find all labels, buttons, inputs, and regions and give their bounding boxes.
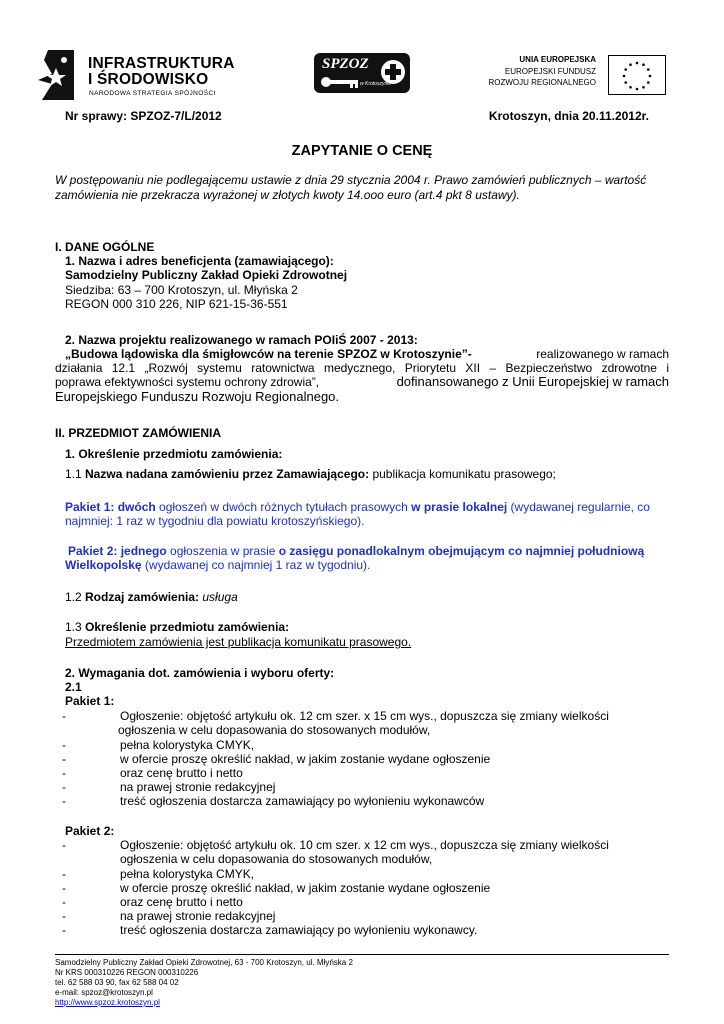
- footer-divider: [55, 954, 669, 955]
- pakiet1-item: pełna kolorystyka CMYK,: [120, 738, 255, 752]
- footer-org: Samodzielny Publiczny Zakład Opieki Zdrowotnej, 63 - 700 Krotoszyn, ul. Młyńska 2: [55, 958, 353, 967]
- project-line-4: Europejskiego Funduszu Rozwoju Regionalnego.: [55, 389, 340, 404]
- eu-flag-icon: [608, 55, 666, 95]
- project-line3b: dofinansowanego z Unii Europejskiej w ramach: [396, 374, 669, 389]
- section2-heading: II. PRZEDMIOT ZAMÓWIENIA: [55, 426, 221, 440]
- item-1-3: [65, 620, 289, 634]
- eu-line1: UNIA EUROPEJSKA: [519, 55, 596, 64]
- list-dash: -: [62, 867, 66, 881]
- infra-sub: NARODOWA STRATEGIA SPÓJNOŚCI: [89, 90, 216, 97]
- item-2-1: 2.1: [65, 680, 82, 694]
- item-1-3-prefix: 1.3: [65, 620, 86, 634]
- list-dash: -: [62, 752, 66, 766]
- project-line-2: działania 12.1 „Rozwój systemu ratownictwa medycznego, Priorytetu XII – Bezpieczeństwo zdrowotne i: [55, 361, 669, 375]
- list-dash: -: [62, 895, 66, 909]
- org-regon: REGON 000 310 226, NIP 621-15-36-551: [65, 297, 288, 311]
- list-dash: -: [62, 794, 66, 808]
- section2-item2-title: 2. Wymagania dot. zamówienia i wyboru oferty:: [65, 666, 335, 680]
- footer-website-link[interactable]: http://www.spzoz.krotoszyn.pl: [55, 998, 160, 1007]
- item-1-3-label: Określenie przedmiotu zamówienia:: [85, 620, 290, 634]
- project-line-1: [65, 347, 669, 361]
- pakiet2-item: Ogłoszenie: objętość artykułu ok. 10 cm szer. x 12 cm wys., dopuszcza się zmiany wielkości: [120, 838, 609, 852]
- list-dash: -: [62, 738, 66, 752]
- intro-line-2: zamówienia nie przekracza wyrażonej w złotych kwoty 14.ooo euro (art.4 pkt 8 ustawy).: [55, 188, 520, 202]
- pakiet1-end: (wydawanej regularnie, co: [507, 500, 650, 514]
- item-1-1-label: Nazwa nadana zamówieniu przez Zamawiającego:: [85, 467, 370, 481]
- list-dash: -: [62, 766, 66, 780]
- section1-heading: I. DANE OGÓLNE: [55, 240, 155, 254]
- item-1-2-label: Rodzaj zamówienia:: [85, 590, 200, 604]
- pakiet1-mid: ogłoszeń w dwóch różnych tytułach prasowych: [155, 500, 412, 514]
- flag-star-icon: [34, 46, 80, 104]
- project-line-3: [55, 375, 669, 389]
- pakiet1-item: oraz cenę brutto i netto: [120, 766, 243, 780]
- spzoz-logo-sub: w Krotoszynie: [360, 81, 392, 87]
- pakiet1-desc-line1: [65, 500, 650, 514]
- project-name: „Budowa lądowiska dla śmigłowców na terenie SPZOZ w Krotoszynie”-: [65, 347, 472, 361]
- pakiet1-item: w ofercie proszę określić nakład, w jakim zostanie wydane ogłoszenie: [120, 752, 491, 766]
- pakiet2-mid: ogłoszenia w prasie: [166, 544, 279, 558]
- org-name: Samodzielny Publiczny Zakład Opieki Zdrowotnej: [65, 268, 348, 282]
- item-1-3-text: Przedmiotem zamówienia jest publikacja komunikatu prasowego.: [65, 635, 412, 649]
- pakiet2-label: Pakiet 2: jednego: [68, 544, 167, 558]
- eu-logo: [480, 55, 668, 95]
- pakiet2-heading: Pakiet 2:: [65, 824, 115, 838]
- list-dash: -: [62, 780, 66, 794]
- pakiet1-item: Ogłoszenie: objętość artykułu ok. 12 cm szer. x 15 cm wys., dopuszcza się zmiany wielkości: [120, 709, 609, 723]
- case-number: Nr sprawy: SPZOZ-7/L/2012: [65, 109, 222, 123]
- list-dash: -: [62, 838, 66, 852]
- list-dash: -: [62, 709, 66, 723]
- list-dash: -: [62, 923, 66, 937]
- item-1-1-prefix: 1.1: [65, 467, 86, 481]
- pakiet2-item: na prawej stronie redakcyjnej: [120, 909, 276, 923]
- eu-line3: ROZWOJU REGIONALNEGO: [488, 78, 596, 87]
- pakiet1-label: Pakiet 1: dwóch: [65, 500, 156, 514]
- pakiet2-range: o zasięgu ponadlokalnym obejmującym co najmniej południową: [278, 544, 645, 558]
- infra-line2: I ŚRODOWISKO: [88, 71, 209, 88]
- pakiet2-desc-line1: [68, 544, 644, 558]
- infra-line1: INFRASTRUKTURA: [88, 55, 235, 72]
- footer-krs: Nr KRS 000310226 REGON 000310226: [55, 968, 199, 977]
- item-1-1: [65, 467, 556, 481]
- pakiet1-item: treść ogłoszenia dostarcza zamawiający po wyłonieniu wykonawców: [120, 794, 485, 808]
- page-title: ZAPYTANIE O CENĘ: [291, 143, 433, 159]
- pakiet1-heading: Pakiet 1:: [65, 694, 115, 708]
- footer-phone: tel. 62 588 03 90, fax 62 588 04 02: [55, 978, 179, 987]
- list-dash: -: [62, 909, 66, 923]
- section1-item1-title: 1. Nazwa i adres beneficjenta (zamawiającego):: [65, 254, 334, 268]
- spzoz-logo-text: SPZOZ: [322, 56, 369, 72]
- place-date: Krotoszyn, dnia 20.11.2012r.: [488, 109, 649, 123]
- pakiet2-item: treść ogłoszenia dostarcza zamawiający po wyłonieniu wykonawcy.: [120, 923, 478, 937]
- pakiet1-item: na prawej stronie redakcyjnej: [120, 780, 276, 794]
- list-dash: -: [62, 881, 66, 895]
- org-address: Siedziba: 63 – 700 Krotoszyn, ul. Młyńska 2: [65, 283, 298, 297]
- item-1-2-value: usługa: [199, 590, 238, 604]
- eu-line2: EUROPEJSKI FUNDUSZ: [504, 67, 596, 76]
- key-icon: [320, 75, 360, 89]
- project-line1-rest: realizowanego w ramach: [536, 347, 669, 361]
- item-1-2: [65, 590, 238, 604]
- pakiet2-item: w ofercie proszę określić nakład, w jakim zostanie wydane ogłoszenie: [120, 881, 491, 895]
- pakiet2-region: Wielkopolskę: [65, 558, 142, 572]
- infrastruktura-logo: [34, 44, 254, 106]
- footer-email: e-mail: spzoz@krotoszyn.pl: [55, 988, 153, 997]
- item-1-2-prefix: 1.2: [65, 590, 86, 604]
- section2-item1-title: 1. Określenie przedmiotu zamówienia:: [65, 447, 283, 461]
- intro-line-1: W postępowaniu nie podlegającemu ustawie z dnia 29 stycznia 2004 r. Prawo zamówień publicznych – wartość: [55, 173, 647, 187]
- pakiet2-item-cont: ogłoszenia w celu dopasowania do stosowanych modułów,: [120, 852, 433, 866]
- pakiet1-desc-line2: najmniej: 1 raz w tygodniu dla powiatu krotoszyńskiego).: [65, 514, 365, 528]
- pakiet2-item: oraz cenę brutto i netto: [120, 895, 243, 909]
- pakiet1-item-cont: ogłoszenia w celu dopasowania do stosowanych modułów,: [118, 723, 431, 737]
- pakiet2-line2-rest: (wydawanej co najmniej 1 raz w tygodniu).: [141, 558, 371, 572]
- pakiet1-local: w prasie lokalnej: [411, 500, 508, 514]
- pakiet2-item: pełna kolorystyka CMYK,: [120, 867, 255, 881]
- item-1-1-value: publikacja komunikatu prasowego;: [369, 467, 556, 481]
- section1-item2-title: 2. Nazwa projektu realizowanego w ramach POIiŚ 2007 - 2013:: [65, 333, 418, 347]
- project-line3a: poprawa efektywności systemu ochrony zdrowia”,: [55, 375, 320, 389]
- spzoz-logo: [314, 53, 410, 93]
- pakiet2-desc-line2: [65, 558, 370, 572]
